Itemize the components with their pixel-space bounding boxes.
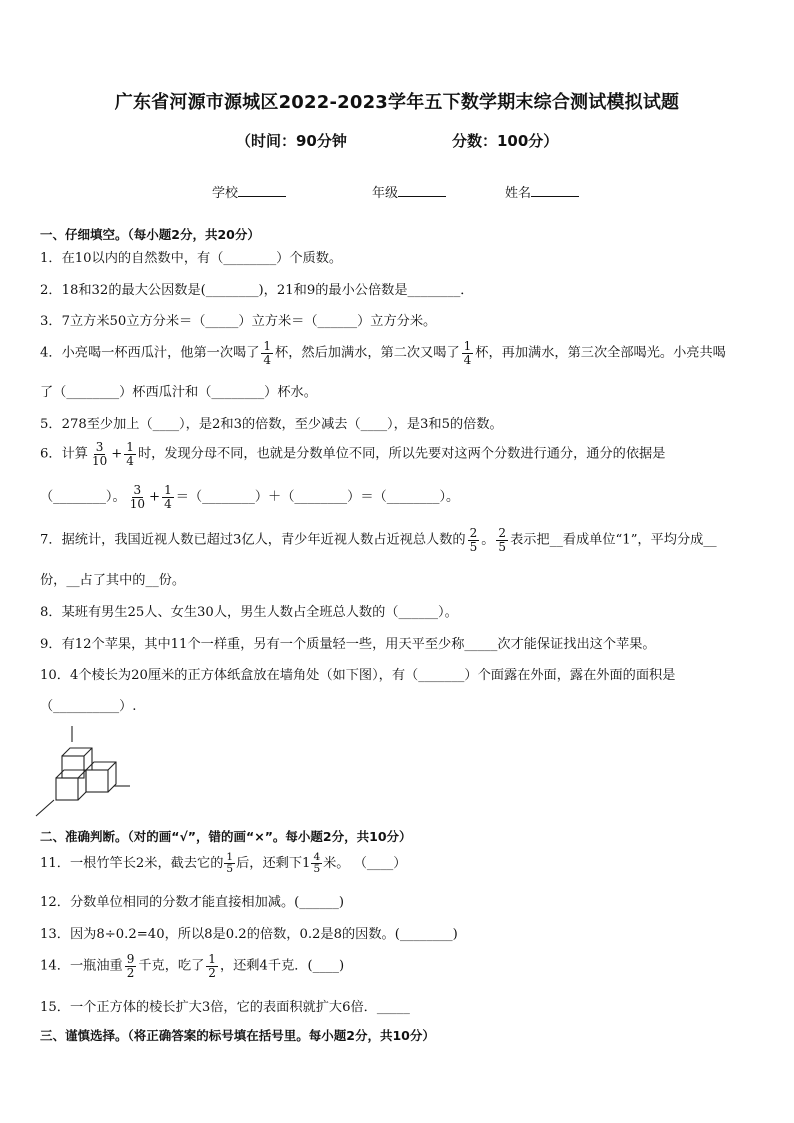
- q14-fraction-b: [206, 953, 218, 979]
- q11-text-1: 11．一根竹竿长2米，截去它的: [40, 856, 224, 872]
- grade-field: [372, 182, 446, 201]
- section1-title: 一、仔细填空。（每小题2分，共20分）: [40, 227, 260, 242]
- q14-fraction-a: [125, 953, 137, 979]
- grade-label: 年级: [372, 186, 399, 201]
- q6-fraction-a2: [128, 484, 147, 510]
- q7-text-2: 。: [481, 532, 495, 548]
- section2-title: 二、准确判断。（对的画“√”，错的画“×”。每小题2分，共10分）: [40, 829, 412, 844]
- q6-text-2: 时，发现分母不同，也就是分数单位不同，所以先要对这两个分数进行通分，通分的依据是: [137, 446, 666, 462]
- q7-frac1-num: 2: [469, 526, 478, 540]
- q7-fraction-2: [496, 527, 508, 553]
- q11-mixed-den: 5: [313, 863, 321, 876]
- question-4: [40, 340, 726, 366]
- question-10: 10．4个棱长为20厘米的正方体纸盒放在墙角处（如下图），有（_______）个面露在外面，露在外面的面积是: [40, 668, 676, 683]
- q6-b2-den: 4: [164, 496, 172, 511]
- q6-text-1: 6．计算: [40, 446, 88, 462]
- q7-frac2-den: 5: [498, 539, 507, 554]
- question-6-line2: [40, 484, 459, 510]
- q6-plus: +: [111, 446, 123, 462]
- q4-text-3: 杯，再加满水，第三次全部喝光。小亮共喝: [475, 345, 726, 361]
- question-10-line2: （__________）.: [40, 699, 137, 714]
- question-11: [40, 852, 406, 875]
- name-label: 姓名: [505, 186, 532, 201]
- q6-a2-num: 3: [133, 483, 142, 497]
- q14-b-den: 2: [208, 965, 216, 980]
- q6-plus-2: +: [149, 489, 161, 505]
- q4-frac2-num: 1: [463, 339, 472, 353]
- q11-mixed-num: 4: [313, 851, 321, 863]
- q4-fraction-2: [462, 340, 474, 366]
- q6-a-num: 3: [95, 440, 104, 454]
- question-4-line2: 了（________）杯西瓜汁和（________）杯水。: [40, 385, 317, 400]
- q4-frac2-den: 4: [463, 352, 472, 367]
- q6-fraction-a: [90, 441, 109, 467]
- q4-fraction-1: [261, 340, 273, 366]
- q14-a-den: 2: [126, 965, 135, 980]
- school-label: 学校: [212, 186, 239, 201]
- name-blank: [531, 184, 579, 197]
- question-14: [40, 953, 344, 979]
- school-blank: [238, 184, 286, 197]
- exam-score: 分数：100分）: [452, 132, 559, 150]
- q14-b-num: 1: [208, 952, 216, 966]
- section3-title: 三、谨慎选择。（将正确答案的标号填在括号里。每小题2分，共10分）: [40, 1028, 435, 1043]
- q11-text-3: 米。 （____）: [323, 856, 407, 872]
- exam-title: 广东省河源市源城区2022-2023学年五下数学期末综合测试模拟试题: [114, 92, 680, 113]
- q6-line2-a: （________）。: [40, 489, 126, 505]
- q6-line2-b: ＝（________）＋（________）＝（________）。: [175, 489, 460, 505]
- q14-text-2: 千克，吃了: [138, 958, 205, 974]
- school-field: [212, 182, 286, 201]
- q4-text-1: 4．小亮喝一杯西瓜汁，他第一次喝了: [40, 345, 260, 361]
- q4-frac1-num: 1: [263, 339, 272, 353]
- q14-text-3: ，还剩4千克．(____): [219, 958, 345, 974]
- q11-fraction: [224, 852, 235, 875]
- question-13: 13．因为8÷0.2=40，所以8是0.2的倍数，0.2是8的因数。(________): [40, 927, 458, 942]
- question-6: [40, 441, 665, 467]
- q6-fraction-b: [124, 441, 136, 467]
- q11-mixed-fraction: [311, 852, 322, 875]
- question-15: 15．一个正方体的棱长扩大3倍，它的表面积就扩大6倍．_____: [40, 1000, 410, 1015]
- question-9: 9．有12个苹果，其中11个一样重，另有一个质量轻一些，用天平至少称_____次才能保证找出这个苹果。: [40, 637, 656, 652]
- q11-mixed-whole: 1: [302, 855, 311, 871]
- q14-text-1: 14．一瓶油重: [40, 958, 123, 974]
- question-2: 2．18和32的最大公因数是(________)，21和9的最小公倍数是________．: [40, 283, 474, 298]
- question-8: 8．某班有男生25人、女生30人，男生人数占全班总人数的（______）。: [40, 605, 458, 620]
- q4-text-2: 杯，然后加满水，第二次又喝了: [275, 345, 460, 361]
- name-field: [505, 182, 579, 201]
- q11-frac-den: 5: [226, 863, 234, 876]
- q7-frac2-num: 2: [498, 526, 507, 540]
- q6-b2-num: 1: [164, 483, 172, 497]
- question-7: [40, 527, 717, 553]
- question-12: 12．分数单位相同的分数才能直接相加减。(______): [40, 895, 345, 910]
- stacked-cubes-figure: [34, 726, 134, 818]
- question-7-line2: 份，__占了其中的__份。: [40, 573, 186, 588]
- q6-a2-den: 10: [129, 496, 145, 511]
- grade-blank: [398, 184, 446, 197]
- q7-fraction-1: [468, 527, 480, 553]
- q11-mixed-number: [302, 852, 323, 875]
- q6-fraction-b2: [162, 484, 174, 510]
- q7-text-3: 表示把__看成单位“1”，平均分成__: [510, 532, 717, 548]
- q11-text-2: 后，还剩下: [236, 856, 303, 872]
- q6-a-den: 10: [91, 453, 108, 468]
- q14-a-num: 9: [126, 952, 135, 966]
- question-1: 1．在10以内的自然数中，有（________）个质数。: [40, 251, 343, 266]
- exam-time: （时间：90分钟: [236, 132, 347, 150]
- q6-b-den: 4: [126, 453, 134, 468]
- q7-text-1: 7．据统计，我国近视人数已超过3亿人，青少年近视人数占近视总人数的: [40, 532, 466, 548]
- question-3: 3．7立方米50立方分米＝（_____）立方米＝（______）立方分米。: [40, 314, 437, 329]
- q4-frac1-den: 4: [263, 352, 272, 367]
- q11-frac-num: 1: [226, 851, 234, 863]
- q7-frac1-den: 5: [469, 539, 478, 554]
- q6-b-num: 1: [126, 440, 134, 454]
- question-5: 5．278至少加上（____），是2和3的倍数，至少减去（____），是3和5的倍数。: [40, 417, 503, 432]
